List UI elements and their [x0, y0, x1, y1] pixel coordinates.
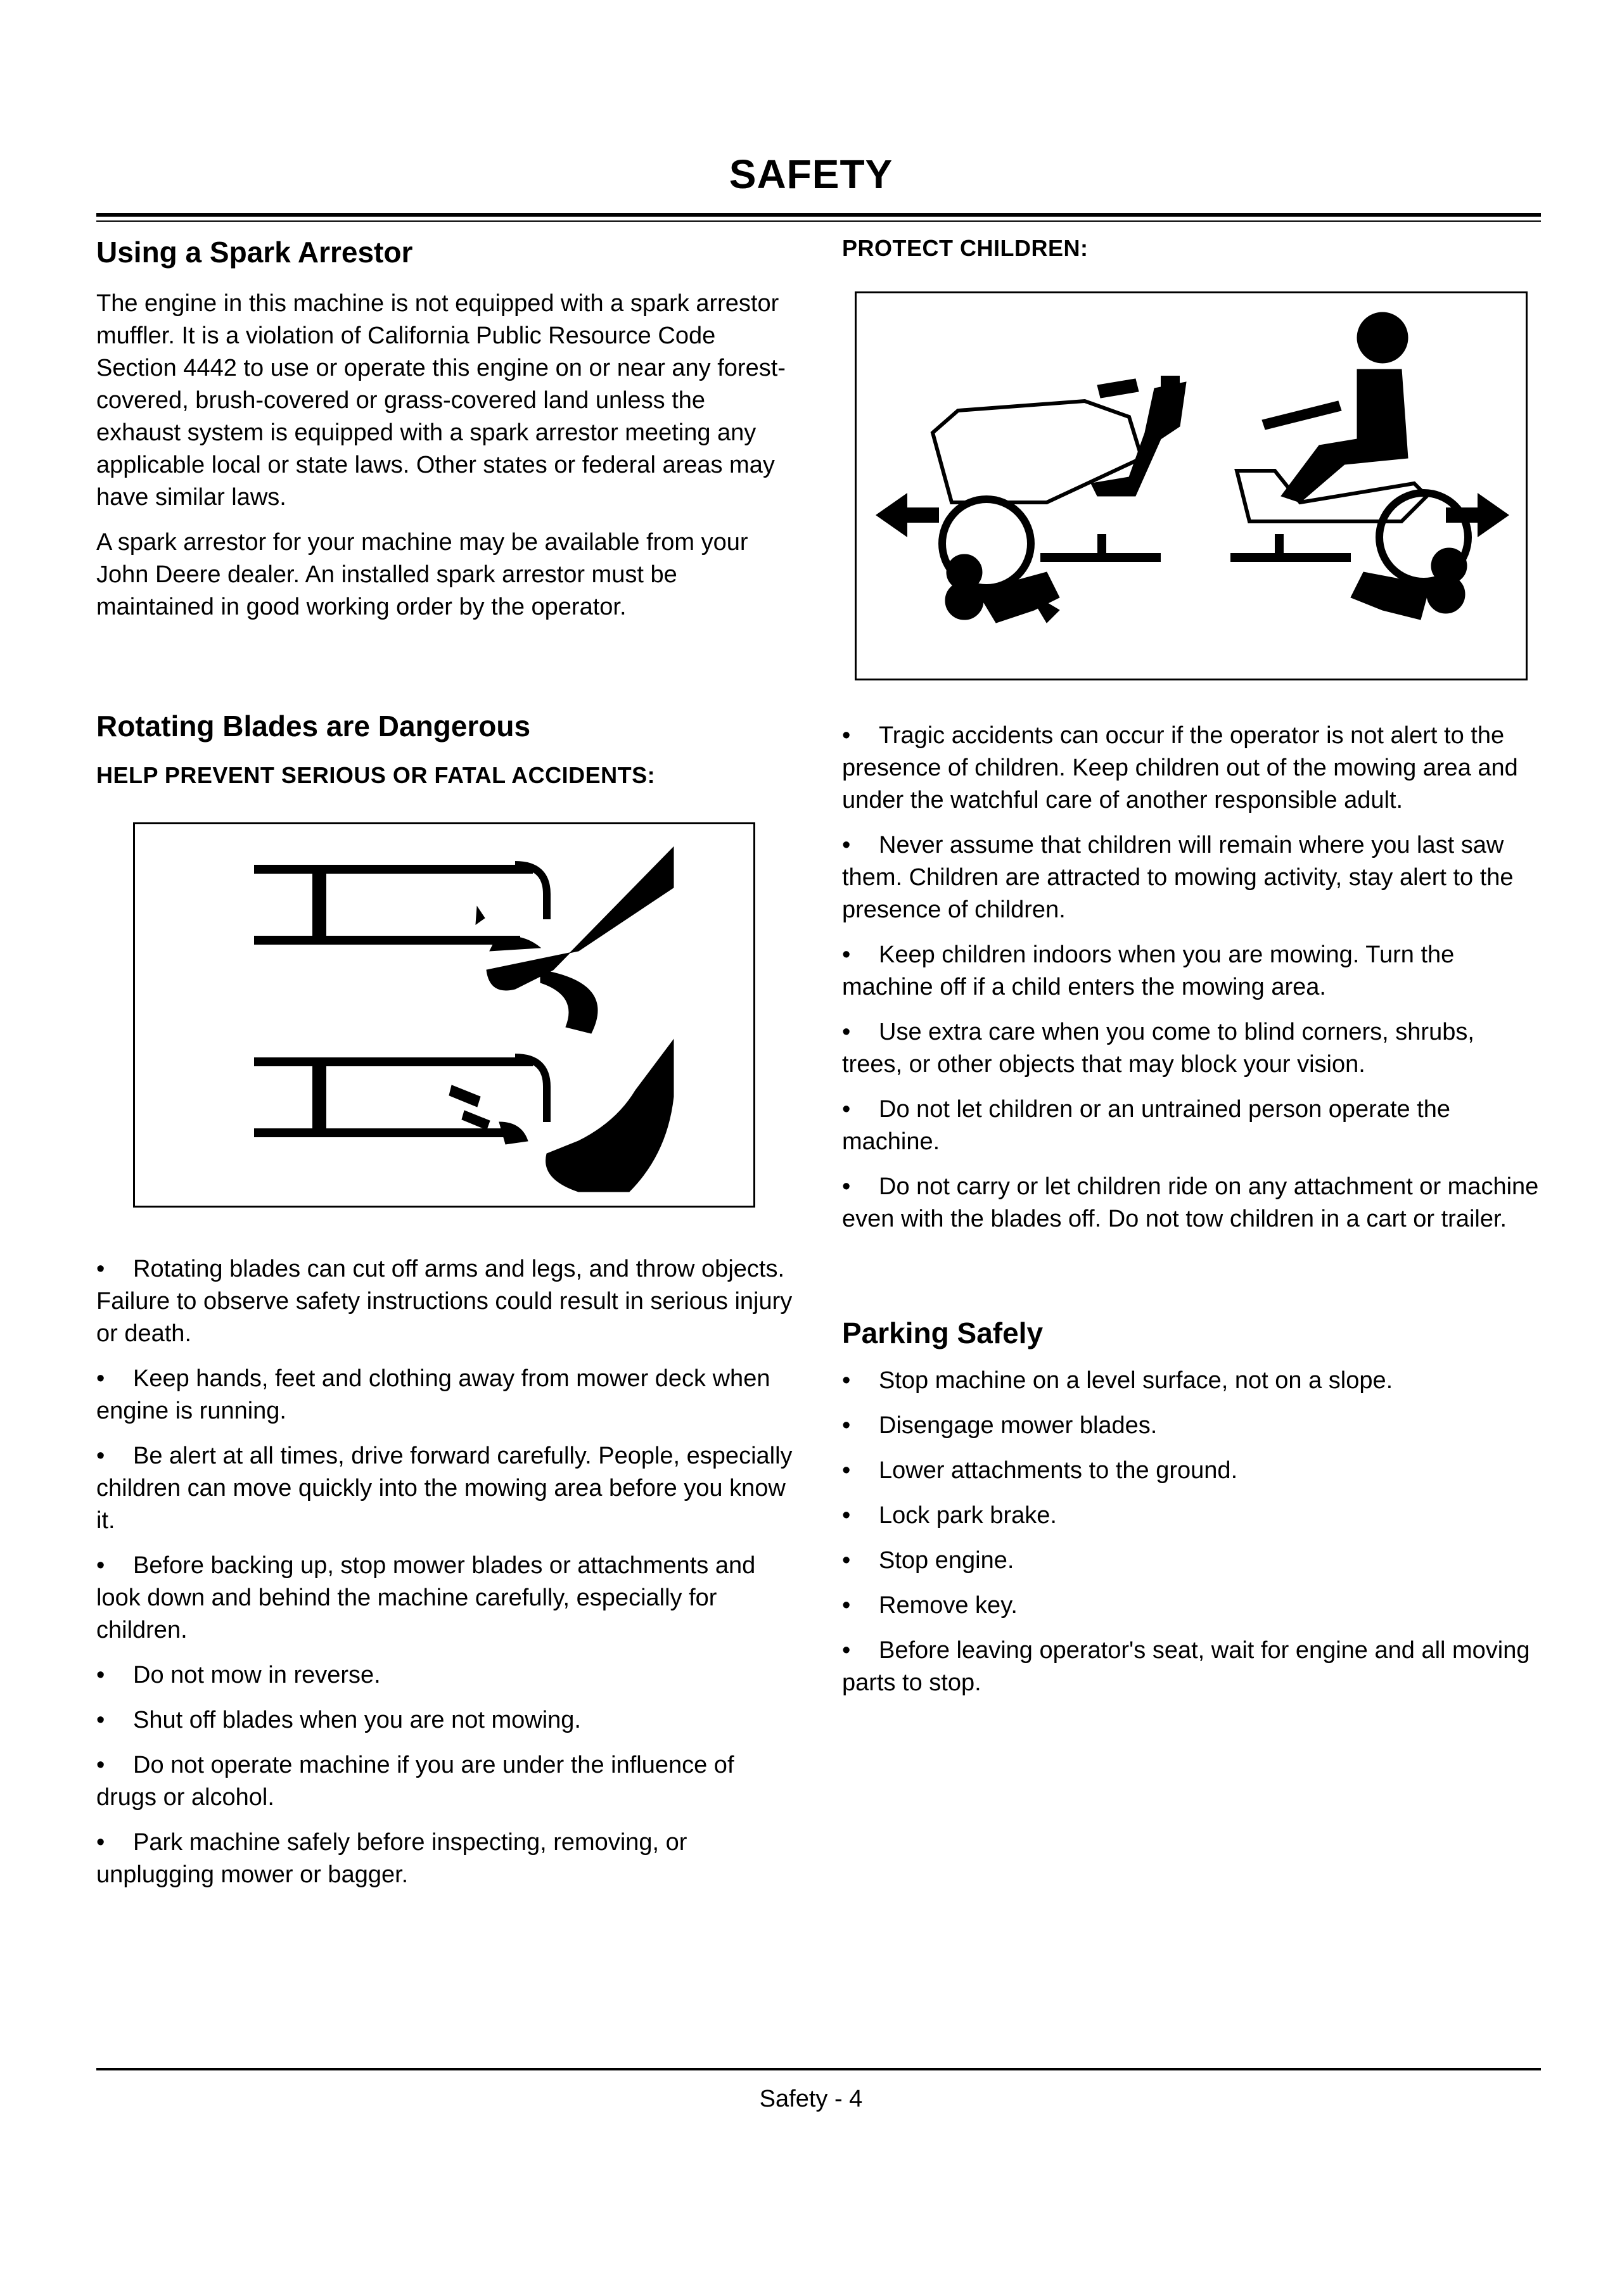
page-title: SAFETY — [729, 151, 893, 197]
section-heading-parking-safely: Parking Safely — [842, 1317, 1044, 1349]
blades-bullet: • Rotating blades can cut off arms and legs, and throw objects. Failure to observe safety instructions could result in serious injury or death. — [96, 1253, 793, 1350]
right-column — [842, 233, 1541, 1712]
parking-bullet: • Before leaving operator's seat, wait for engine and all moving parts to stop. — [842, 1635, 1541, 1699]
children-bullet: • Do not carry or let children ride on any attachment or machine even with the blades off. Do not tow children in a cart or trailer. — [842, 1171, 1541, 1235]
page-number: Safety - 4 — [759, 2086, 863, 2112]
blades-bullet: • Park machine safely before inspecting, removing, or unplugging mower or bagger. — [96, 1827, 793, 1891]
blades-bullet: • Shut off blades when you are not mowing. — [96, 1704, 793, 1737]
blade-hazard-icon — [135, 824, 753, 1206]
blades-bullet: • Before backing up, stop mower blades or attachments and look down and behind the machine carefully, especially for children. — [96, 1550, 793, 1647]
blades-bullet: • Keep hands, feet and clothing away from mower deck when engine is running. — [96, 1363, 793, 1427]
header-rule — [96, 213, 1541, 217]
children-bullet: • Do not let children or an untrained person operate the machine. — [842, 1094, 1541, 1158]
children-subheading: PROTECT CHILDREN: — [842, 235, 1089, 261]
children-bullet: • Tragic accidents can occur if the operator is not alert to the presence of children. Keep children out of the mowing area and under the watchful care of another responsible adult. — [842, 720, 1541, 817]
section-heading-rotating-blades: Rotating Blades are Dangerous — [96, 710, 531, 743]
child-hazard-figure — [855, 291, 1528, 680]
footer-rule — [96, 2068, 1541, 2070]
blades-bullet: • Do not operate machine if you are under the influence of drugs or alcohol. — [96, 1749, 793, 1814]
parking-bullet: • Lower attachments to the ground. — [842, 1455, 1541, 1487]
parking-bullet: • Lock park brake. — [842, 1500, 1541, 1532]
parking-bullet: • Disengage mower blades. — [842, 1410, 1541, 1442]
parking-bullet: • Stop machine on a level surface, not on a slope. — [842, 1365, 1541, 1397]
children-bullet: • Never assume that children will remain where you last saw them. Children are attracted to mowing activity, stay alert to the presence of children. — [842, 829, 1541, 926]
parking-bullet: • Stop engine. — [842, 1545, 1541, 1577]
blades-bullet: • Do not mow in reverse. — [96, 1659, 793, 1692]
blades-subheading: HELP PREVENT SERIOUS OR FATAL ACCIDENTS: — [96, 762, 656, 788]
child-hazard-icon — [857, 293, 1526, 679]
blade-hazard-figure — [133, 822, 755, 1208]
blades-bullet: • Be alert at all times, drive forward carefully. People, especially children can move quickly into the mowing area before you know it. — [96, 1440, 793, 1537]
section-heading-spark-arrestor: Using a Spark Arrestor — [96, 236, 413, 269]
children-bullet: • Keep children indoors when you are mowing. Turn the machine off if a child enters the mowing area. — [842, 939, 1541, 1004]
header-rule-thin — [96, 220, 1541, 222]
spark-arrestor-paragraph-1: The engine in this machine is not equipped with a spark arrestor muffler. It is a violation of California Public Resource Code Section 4442 to use or operate this engine on or near any forest-covered, brush-covered or grass-covered land unless the exhaust system is equipped with a spark arrestor meeting any applicable local or state laws. Other states or federal areas may have similar laws. — [96, 290, 786, 511]
children-bullet: • Use extra care when you come to blind corners, shrubs, trees, or other objects that may block your vision. — [842, 1016, 1541, 1081]
parking-bullet: • Remove key. — [842, 1590, 1541, 1622]
spark-arrestor-paragraph-2: A spark arrestor for your machine may be available from your John Deere dealer. An installed spark arrestor must be maintained in good working order by the operator. — [96, 529, 748, 620]
left-column — [96, 233, 793, 1904]
